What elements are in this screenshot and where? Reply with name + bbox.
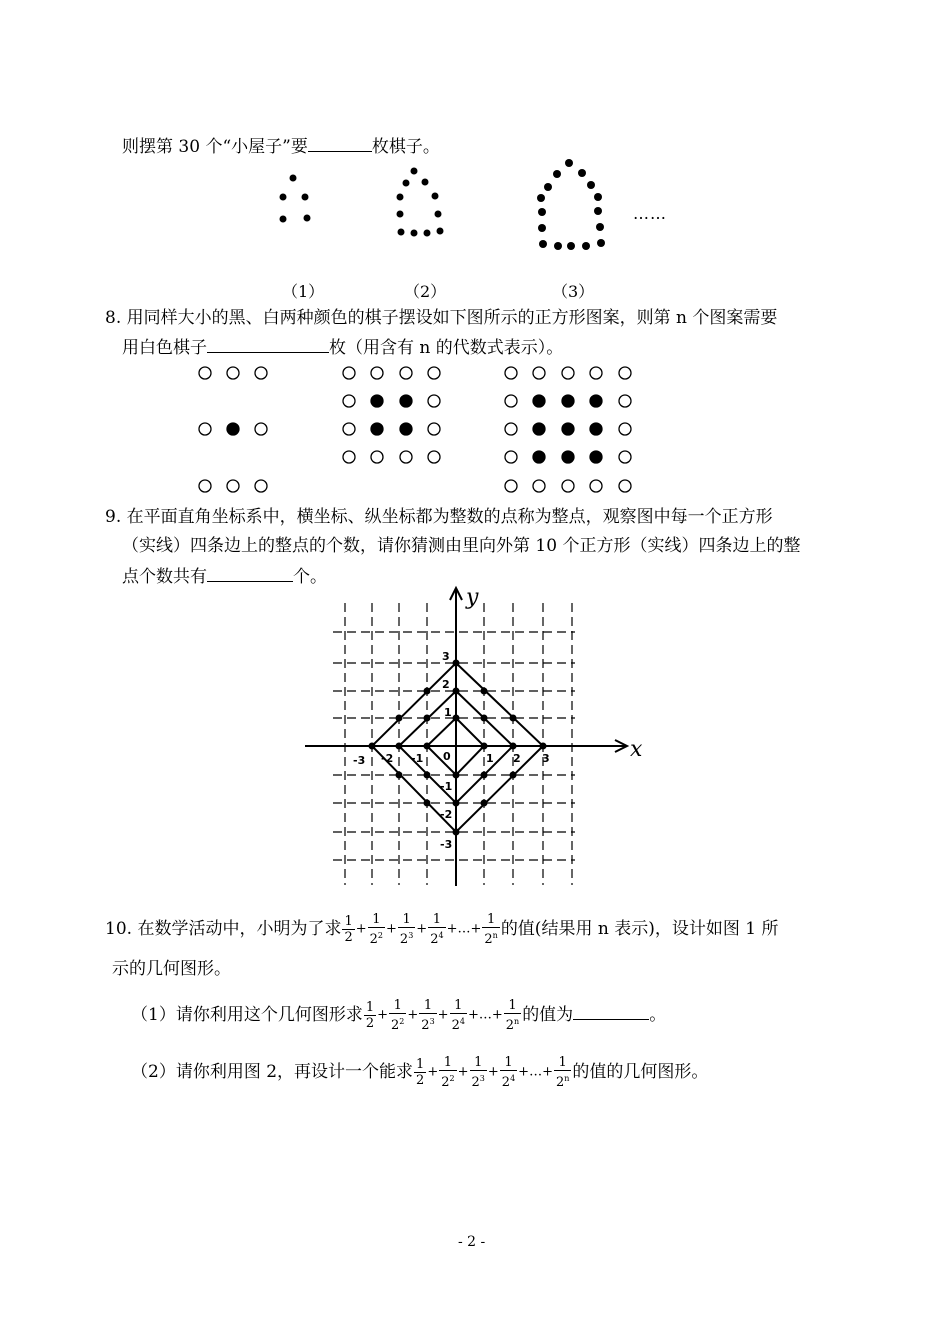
q10-line-2: 示的几何图形。	[112, 959, 231, 979]
q7-caption-1: （1）	[282, 282, 325, 301]
tick-x-minus-3: -3	[353, 754, 366, 767]
tick-y-minus-2: -2	[440, 808, 453, 821]
q7-caption-3: （3）	[552, 282, 595, 301]
q10-sub-1: （1）请你利用这个几何图形求 $\frac{1}{2}$ + $\frac{1}{2^2}$ + $\frac{1}{2^3}$ + $\frac{1}{2^4}$ +…+ $\frac{1}{2^n}$ 的值为 。	[131, 998, 667, 1033]
q9-line-2: （实线）四条边上的整点的个数，请你猜测由里向外第 10 个正方形（实线）四条边上的整	[122, 536, 801, 556]
q8-line-2: 用白色棋子 枚（用含有 n 的代数式表示）。	[122, 334, 563, 360]
q7-caption-2: （2）	[404, 282, 447, 301]
axis-label-x: x	[630, 737, 643, 762]
tick-y-3: 3	[442, 650, 450, 663]
answer-blank-q10[interactable]	[573, 1001, 649, 1020]
tick-x-minus-1: -1	[411, 752, 424, 765]
tick-x-0: 0	[443, 750, 451, 763]
tick-x-minus-2: -2	[381, 752, 394, 765]
q10-sub-2: （2）请你利用图 2，再设计一个能求 $\frac{1}{2}$ + $\frac{1}{2^2}$ + $\frac{1}{2^3}$ + $\frac{1}{2^4}$ +…+ $\frac{1}{2^n}$ 的值的几何图形。	[131, 1055, 709, 1090]
tick-y-2: 2	[442, 678, 450, 691]
tick-x-1: 1	[486, 752, 494, 765]
tick-x-2: 2	[513, 752, 521, 765]
tick-y-minus-1: -1	[440, 780, 453, 793]
q10-line-1: 10. 在数学活动中，小明为了求 $\frac{1}{2}$ + $\frac{1}{2^2}$ + $\frac{1}{2^3}$ + $\frac{1}{2^4}$ +…+ $\frac{1}{2^n}$ 的值(结果用 n 表示)，设计如图 1 所	[105, 912, 779, 947]
q7-line: 则摆第 30 个“小屋子”要 枚棋子。	[122, 133, 440, 159]
tick-y-1: 1	[444, 706, 452, 719]
tick-y-minus-3: -3	[440, 838, 453, 851]
tick-x-3: 3	[542, 752, 550, 765]
q9-line-1: 9. 在平面直角坐标系中，横坐标、纵坐标都为整数的点称为整点，观察图中每一个正方形	[105, 507, 773, 527]
q8-line-1: 8. 用同样大小的黑、白两种颜色的棋子摆设如下图所示的正方形图案，则第 n 个图案需要	[105, 308, 778, 328]
axis-label-y: y	[466, 585, 479, 610]
page-number: - 2 -	[458, 1234, 486, 1250]
q9-line-3: 点个数共有 个。	[122, 563, 327, 589]
q7-ellipsis: ……	[633, 204, 667, 223]
